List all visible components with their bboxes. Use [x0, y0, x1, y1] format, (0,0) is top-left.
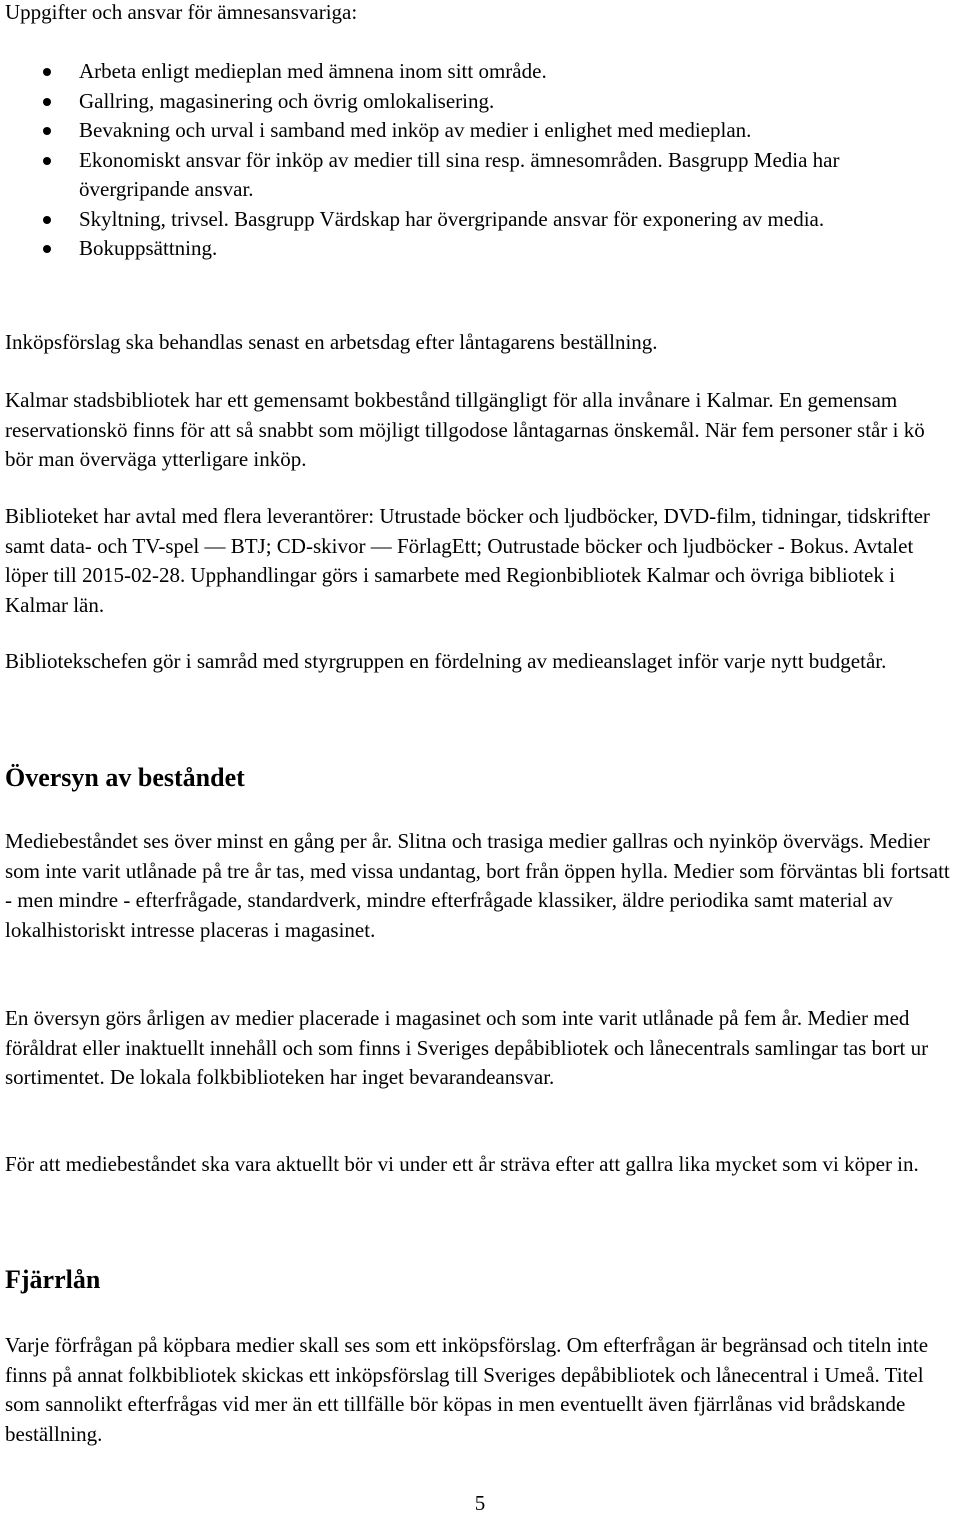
list-item: [5, 205, 955, 235]
page-number: 5: [474, 1491, 486, 1515]
oversyn-paragraph-1: Mediebeståndet ses över minst en gång per år. Slitna och trasiga medier gallras och nyinköp övervägs. Medier som inte varit utlånade på tre år tas, med vissa undantag, bort från öppen hylla. Medier som förväntas bli fortsatt - men mindre - efterfrågade, standardverk, mindre efterfrågade klassiker, äldre periodika samt material av lokalhistoriskt intresse placeras i magasinet.: [5, 829, 950, 942]
fjarrlan-paragraph: Varje förfrågan på köpbara medier skall ses som ett inköpsförslag. Om efterfrågan är begränsad och titeln inte finns på annat folkbibliotek skickas ett inköpsförslag till Sveriges depåbibliotek och lånecentral i Umeå. Titel som sannolikt efterfrågas vid mer än ett tillfälle bör köpas in men eventuellt även fjärrlånas vid brådskande beställning.: [5, 1333, 929, 1446]
suppliers-paragraph: Biblioteket har avtal med flera leverantörer: Utrustade böcker och ljudböcker, DVD-film, tidningar, tidskrifter samt data- och TV-spel — BTJ; CD-skivor — FörlagEtt; Outrustade böcker och ljudböcker - Bokus. Avtalet löper till 2015-02-28. Upphandlingar görs i samarbete med Regionbibliotek Kalmar och övriga bibliotek i Kalmar län.: [5, 504, 930, 617]
oversyn-paragraph-2: En översyn görs årligen av medier placerade i magasinet och som inte varit utlånade på fem år. Medier med föråldrat eller inaktuellt innehåll och som finns i Sveriges depåbibliotek och lånecentrals samlingar tas bort ur sortimentet. De lokala folkbiblioteken har inget bevarandeansvar.: [5, 1006, 929, 1089]
bullet-icon: [43, 157, 51, 165]
list-item: [5, 116, 955, 146]
shared-stock-paragraph: Kalmar stadsbibliotek har ett gemensamt bokbestånd tillgängligt för alla invånare i Kalmar. En gemensam reservationskö finns för att så snabbt som möjligt tillgodose låntagarnas önskemål. När fem personer står i kö bör man överväga ytterligare inköp.: [5, 388, 925, 471]
bullet-icon: [43, 68, 51, 76]
section-heading-fjarrlan: Fjärrlån: [5, 1265, 101, 1294]
task-list: [5, 57, 955, 264]
bullet-icon: [43, 127, 51, 135]
list-item-text: Bokuppsättning.: [79, 236, 218, 260]
list-item-text: Bevakning och urval i samband med inköp av medier i enlighet med medieplan.: [79, 118, 752, 142]
intro-heading: Uppgifter och ansvar för ämnesansvariga:: [5, 0, 358, 24]
oversyn-paragraph-3: För att mediebeståndet ska vara aktuellt bör vi under ett år sträva efter att gallra lika mycket som vi köper in.: [5, 1152, 919, 1176]
bullet-icon: [43, 216, 51, 224]
list-item: [5, 146, 955, 205]
list-item: [5, 87, 955, 117]
list-item: [5, 57, 955, 87]
purchase-suggestion-paragraph: Inköpsförslag ska behandlas senast en arbetsdag efter låntagarens beställning.: [5, 330, 658, 354]
list-item-text: Arbeta enligt medieplan med ämnena inom sitt område.: [79, 59, 547, 83]
list-item-text: Gallring, magasinering och övrig omlokalisering.: [79, 88, 495, 113]
bullet-icon: [43, 98, 51, 106]
list-item-text: Ekonomiskt ansvar för inköp av medier till sina resp. ämnesområden. Basgrupp Media har övergripande ansvar.: [79, 147, 840, 201]
section-heading-oversyn: Översyn av beståndet: [5, 763, 245, 792]
bullet-icon: [43, 245, 51, 253]
list-item: [5, 234, 955, 264]
list-item-text: Skyltning, trivsel. Basgrupp Värdskap har övergripande ansvar för exponering av media.: [79, 206, 825, 231]
budget-paragraph: Bibliotekschefen gör i samråd med styrgruppen en fördelning av medieanslaget inför varje nytt budgetår.: [5, 649, 887, 673]
